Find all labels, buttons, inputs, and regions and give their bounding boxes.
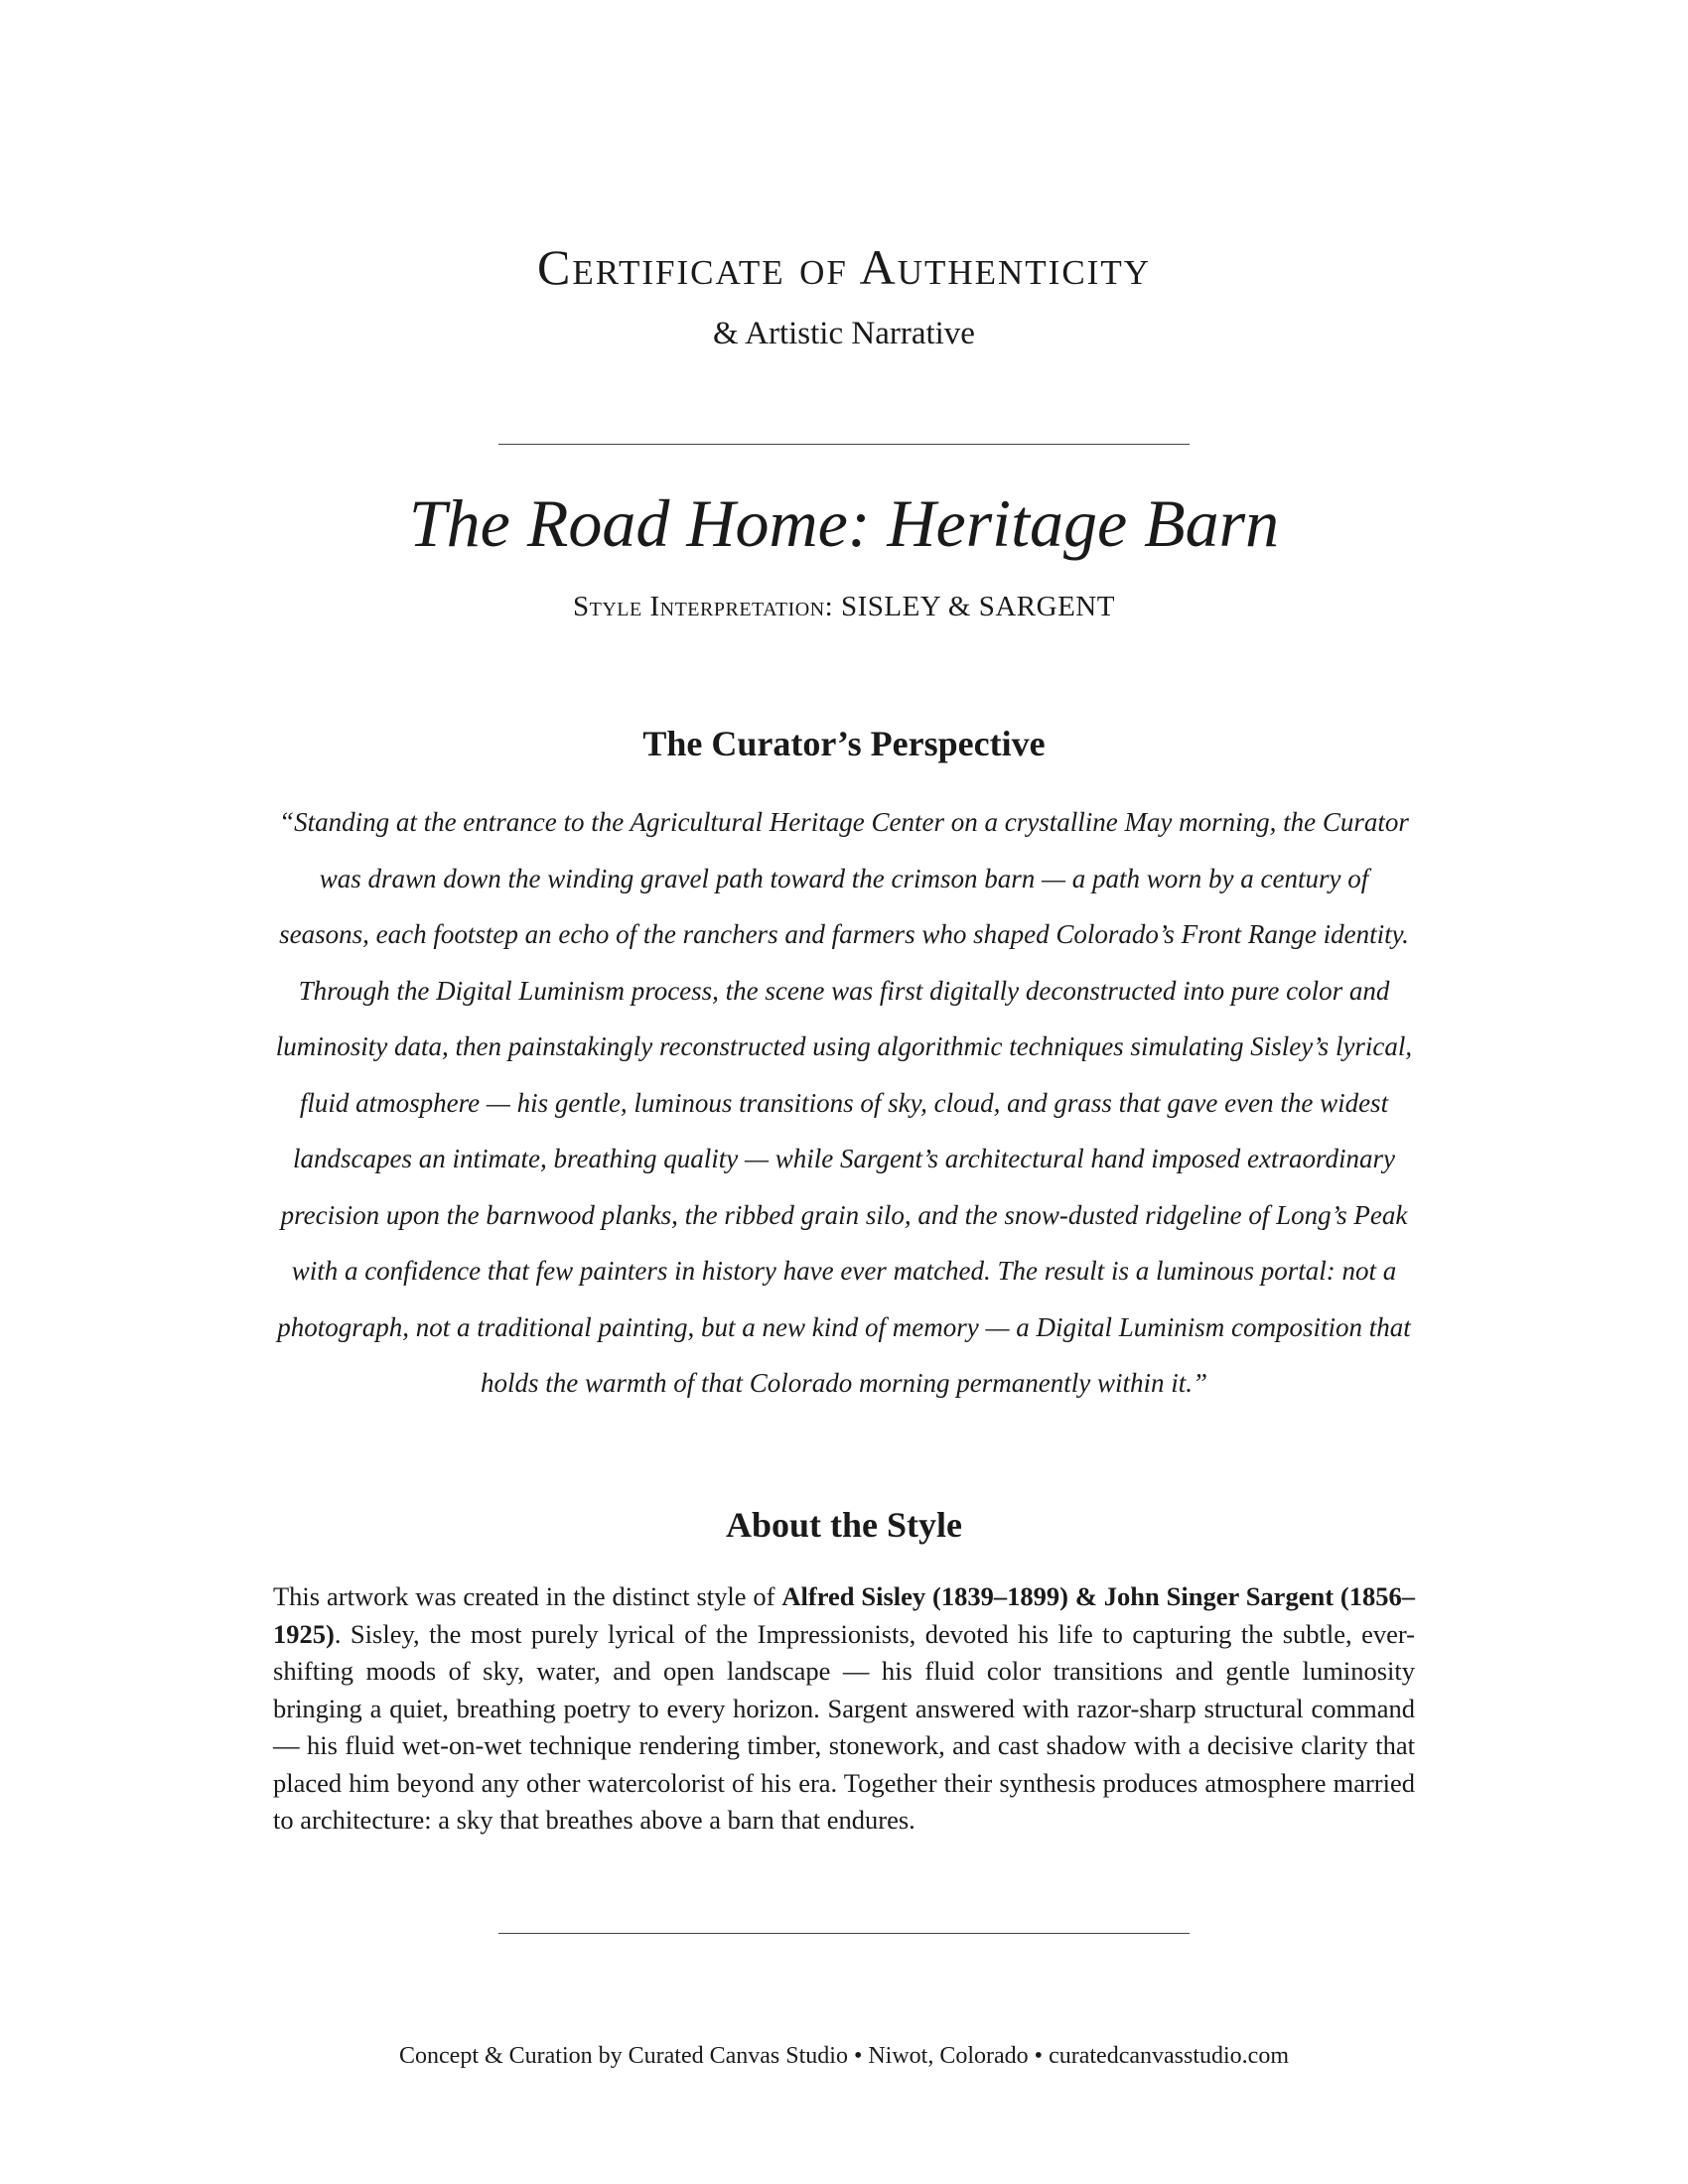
- bottom-divider: [498, 1933, 1190, 1934]
- about-style-heading: About the Style: [725, 1505, 962, 1545]
- top-divider: [498, 444, 1190, 445]
- about-style-paragraph: [273, 1578, 1415, 1840]
- style-interpretation-label: Style Interpretation:: [573, 591, 834, 622]
- artwork-title: The Road Home: Heritage Barn: [408, 485, 1280, 561]
- curator-quote: “Standing at the entrance to the Agricultural Heritage Center on a crystalline May morning, the Curator was drawn down the winding gravel path toward the crimson barn — a path worn by a century of seasons, each footstep an echo of the ranchers and farmers who shaped Colorado’s Front Range identity. Through the Digital Luminism process, the scene was first digitally deconstructed into pure color and luminosity data, then painstakingly reconstructed using algorithmic techniques simulating Sisley’s lyrical, fluid atmosphere — his gentle, luminous transitions of sky, cloud, and grass that gave even the widest landscapes an intimate, breathing quality — while Sargent’s architectural hand imposed extraordinary precision upon the barnwood planks, the ribbed grain silo, and the snow-dusted ridgeline of Long’s Peak with a confidence that few painters in history have ever matched. The result is a luminous portal: not a photograph, not a traditional painting, but a new kind of memory — a Digital Luminism composition that holds the warmth of that Colorado morning permanently within it.”: [275, 807, 1413, 1398]
- certificate-title: Certificate of Authenticity: [537, 239, 1151, 295]
- about-style-body: . Sisley, the most purely lyrical of the Impressionists, devoted his life to capturing the subtle, ever-shifting moods of sky, water, and open landscape — his fluid color transitions and gentle luminosity bringing a quiet, breathing poetry to every horizon. Sargent answered with razor-sharp structural command — his fluid wet-on-wet technique rendering timber, stonework, and cast shadow with a decisive clarity that placed him beyond any other watercolorist of his era. Together their synthesis produces atmosphere married to architecture: a sky that breathes above a barn that endures.: [273, 1618, 1415, 1835]
- footer-credit: Concept & Curation by Curated Canvas Studio • Niwot, Colorado • curatedcanvasstudio.com: [399, 2043, 1289, 2069]
- certificate-subtitle: & Artistic Narrative: [713, 316, 975, 351]
- about-style-artists: Alfred Sisley (1839–1899) & John Singer Sargent (1856–1925): [273, 1581, 1415, 1649]
- style-artists: SISLEY & SARGENT: [840, 591, 1115, 622]
- style-interpretation-line: [0, 591, 1688, 623]
- curator-perspective-heading: The Curator’s Perspective: [642, 724, 1046, 763]
- about-style-intro: This artwork was created in the distinct style of: [273, 1581, 782, 1611]
